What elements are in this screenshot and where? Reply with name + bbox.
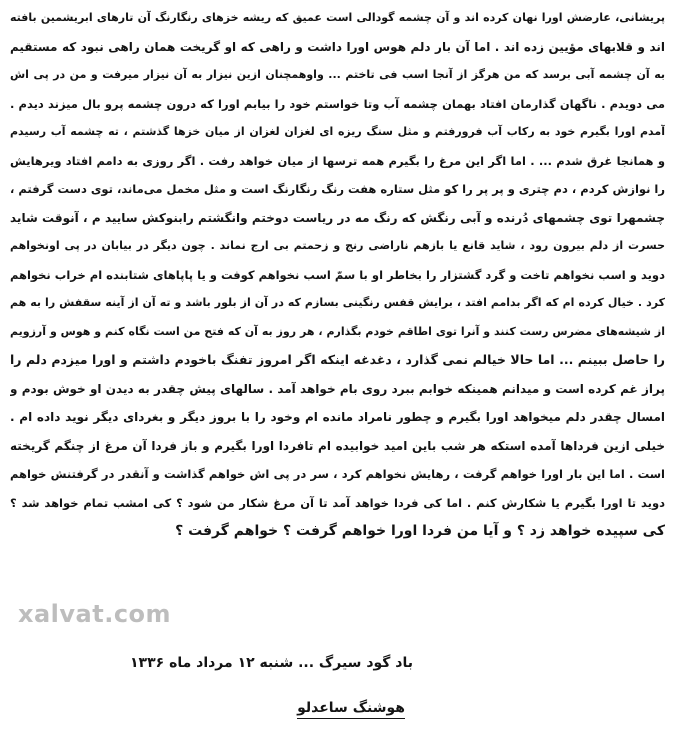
text-line: کرد . خیال کرده ام که اگر بدامم افتد ، برایش قفس رنگینی بسازم که در آن از بلور باشد و ته آن از آینه سقفش را به هم — [10, 296, 665, 309]
text-line: می دویدم . ناگهان گذارمان افتاد بهمان چشمه آب وتا خواستم خود را بیابم اورا که درون چشمه پرو بال میزند دیدم . — [10, 96, 665, 111]
text-line: کی سپیده خواهد زد ؟ و آیا من فردا اورا خواهم گرفت ؟ خواهم گرفت ؟ — [175, 523, 665, 539]
text-line: حسرت از دلم بیرون رود ، شاید قانع یا بازهم ناراضی رنج و زحمتم بی ارج نماند . چون دیگر در بیابان در پی اونخواهم — [10, 239, 665, 252]
text-line: را حاصل ببینم ... اما حالا خیالم نمی گذارد ، دغدغه اینکه اگر امروز تفنگ باخودم داشتم و اورا میزدم دلم را — [10, 352, 665, 367]
text-line: است . اما این بار اورا خواهم گرفت ، رهایش نخواهم کرد ، سر در پی اش خواهم گذاشت و آنقدر در گرفتنش خواهم — [10, 467, 665, 481]
text-line: چشمهرا توی چشمهای دُرنده و آبی رنگش که رنگ مه در ریاست دوختم وانگشتم رابنوکش سایید م ، آنوقت شاید — [10, 210, 665, 225]
text-line: به آن چشمه آبی برسد که من هرگز از آنجا اسب فی تاختم ... واوهمچنان ازین نیزار به آن نیزار میرفت و من در پی اش — [10, 68, 665, 81]
text-line: از شیشه‌های مضرس رست کنند و آنرا توی اطاقم خودم بگذارم ، هر روز به آن که فتح من است نگاه کنم و هوس و آرزویم — [10, 324, 665, 338]
text-line: دوید تا اورا بگیرم یا شکارش کنم . اما کی فردا خواهد آمد تا آن مرغ شکار من شود ؟ کی امشب تمام خواهد شد ؟ — [10, 495, 665, 510]
text-line: را نوازش کردم ، دم چتری و پر پر را کو مثل ستاره هفت رنگ رنگارنگ است و مثل مخمل می‌ماند، توی دست گرفتم ، — [10, 182, 665, 196]
story-text — [10, 4, 665, 546]
text-line: اند و قلابهای مؤیین زده اند . اما آن بار دلم هوس اورا داشت و راهی که او گریخت همان راهی نبود که مستقیم — [10, 39, 665, 54]
text-line: و همانجا غرق شدم ... . اما اگر این مرغ را بگیرم همه ترسها از میان خواهد رفت . اگر روزی به دامم افتاد ویرهایش — [10, 153, 665, 168]
text-line: دوید و اسب نخواهم تاخت و گرد گشتزار را بخاطر او با سمّ اسب نخواهم کوفت و یا پاپاهای شتابنده ام خراب نخواهم — [10, 267, 665, 282]
text-line: آمدم اورا بگیرم خود به رکاب آب فرورفتم و مثل سنگ ریزه ای لغزان لغزان از میان خزها گذشتم ، ته چشمه آب رسیدم — [10, 125, 665, 138]
text-line: خیلی ازین فرداها آمده استکه هر شب باین امید خوابیده ام تافردا اورا بگیرم و باز فردا آن مرغ از چنگم گریخته — [10, 438, 665, 453]
text-line: امسال چقدر دلم میخواهد اورا بگیرم و چطور نامراد مانده ام وخود را با بروز دیگر و بغردای دیگر نوید داده ام . — [10, 410, 665, 424]
watermark: xalvat.com — [18, 600, 172, 628]
author-signature: هوشنگ ساعدلو — [297, 700, 405, 719]
text-line: پریشانی، عارضش اورا نهان کرده اند و آن چشمه گودالی است عمیق که ریشه خزهای رنگارنگ آن تارهای ابریشمین بافته — [10, 11, 665, 24]
text-line: پراز غم کرده است و میدانم همینکه خوابم ببرد روی بام خواهد آمد . سالهای پیش چقدر به دیدن او خوش بودم و — [10, 381, 665, 396]
dateline: باد گود سیرگ ... شنبه ۱۲ مرداد ماه ۱۳۳۶ — [130, 655, 413, 671]
